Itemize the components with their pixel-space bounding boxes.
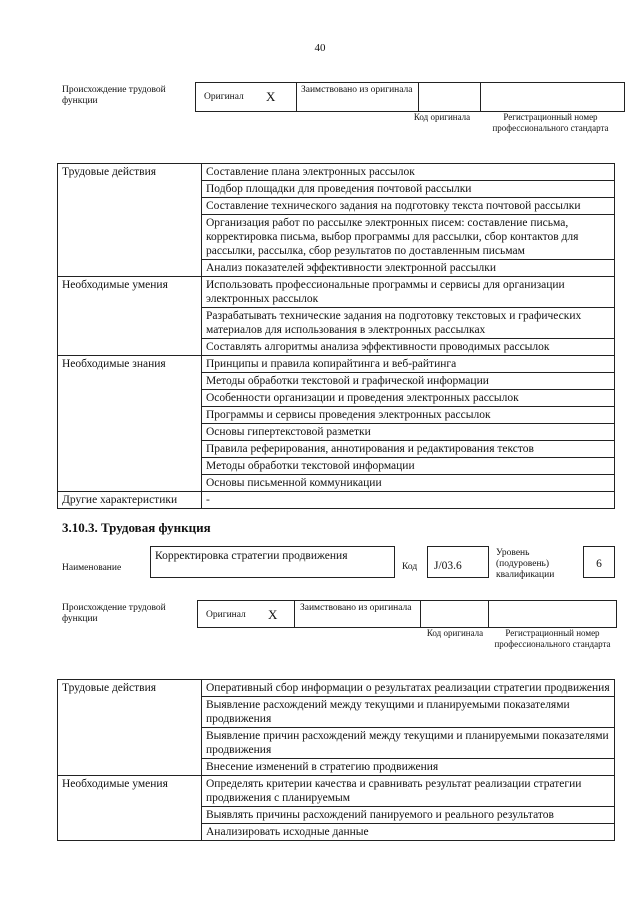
row-item-text: Разрабатывать технические задания на подготовку текстовых и графических материалов для использования в электронных рассылках bbox=[202, 308, 615, 339]
row-item-text: Подбор площадки для проведения почтовой рассылки bbox=[202, 181, 615, 198]
function-name-value: Корректировка стратегии продвижения bbox=[155, 550, 348, 562]
table-row bbox=[58, 277, 615, 308]
table-row bbox=[58, 164, 615, 181]
row-item-text: Выявление причин расхождений между текущими и планируемыми показателями продвижения bbox=[202, 728, 615, 759]
name-label: Наименование bbox=[62, 563, 122, 573]
row-category-label: Другие характеристики bbox=[58, 492, 202, 509]
borrowed-label-2: Заимствовано из оригинала bbox=[300, 603, 412, 613]
code-label: Код bbox=[402, 562, 418, 572]
original-label-2: Оригинал bbox=[206, 610, 246, 620]
row-item-text: Анализ показателей эффективности электронной рассылки bbox=[202, 260, 615, 277]
section-title: 3.10.3. Трудовая функция bbox=[62, 520, 211, 535]
table-row bbox=[58, 356, 615, 373]
origin-box bbox=[195, 82, 625, 112]
original-mark: X bbox=[266, 89, 276, 104]
row-item-text: Методы обработки текстовой и графической информации bbox=[202, 373, 615, 390]
row-item-text: Составлять алгоритмы анализа эффективности проводимых рассылок bbox=[202, 339, 615, 356]
row-category-label: Трудовые действия bbox=[58, 680, 202, 776]
code-caption: Код оригинала bbox=[413, 112, 471, 122]
code-value: J/03.6 bbox=[434, 560, 462, 572]
row-item-text: Правила реферирования, аннотирования и редактирования текстов bbox=[202, 441, 615, 458]
origin-label: Происхождение трудовой функции bbox=[62, 85, 166, 106]
borrowed-label: Заимствовано из оригинала bbox=[301, 85, 413, 95]
origin-box-2 bbox=[197, 600, 617, 628]
row-item-text: Анализировать исходные данные bbox=[202, 824, 615, 841]
row-item-text: Определять критерии качества и сравнивать результат реализации стратегии продвижения с планируемым bbox=[202, 776, 615, 807]
row-category-label: Трудовые действия bbox=[58, 164, 202, 277]
row-item-text: Особенности организации и проведения электронных рассылок bbox=[202, 390, 615, 407]
row-item-text: Выявлять причины расхождений панируемого и реального результатов bbox=[202, 807, 615, 824]
row-item-text: Составление плана электронных рассылок bbox=[202, 164, 615, 181]
row-category-label: Необходимые умения bbox=[58, 776, 202, 841]
code-box bbox=[427, 546, 489, 578]
row-category-label: Необходимые умения bbox=[58, 277, 202, 356]
row-item-text: - bbox=[202, 492, 615, 509]
function-name-box bbox=[150, 546, 395, 578]
original-label: Оригинал bbox=[204, 92, 244, 102]
row-item-text: Внесение изменений в стратегию продвижения bbox=[202, 759, 615, 776]
row-item-text: Использовать профессиональные программы и сервисы для организации электронных рассылок bbox=[202, 277, 615, 308]
labor-function-table-1 bbox=[57, 163, 615, 509]
row-item-text: Методы обработки текстовой информации bbox=[202, 458, 615, 475]
row-item-text: Организация работ по рассылке электронных писем: составление письма, корректировка письма, выбор программы для рассылки, сбор контактов для рассылки, рассылка, сбор результатов по доставленным письмам bbox=[202, 215, 615, 260]
row-item-text: Оперативный сбор информации о результатах реализации стратегии продвижения bbox=[202, 680, 615, 697]
level-label: Уровень (подуровень) квалификации bbox=[496, 548, 555, 580]
reg-caption: Регистрационный номер профессионального стандарта bbox=[492, 112, 609, 133]
level-value: 6 bbox=[596, 558, 602, 570]
row-item-text: Основы гипертекстовой разметки bbox=[202, 424, 615, 441]
level-box bbox=[583, 546, 615, 578]
reg-caption-2: Регистрационный номер профессионального стандарта bbox=[494, 628, 611, 649]
row-item-text: Составление технического задания на подготовку текста почтовой рассылки bbox=[202, 198, 615, 215]
table-row bbox=[58, 492, 615, 509]
page-number: 40 bbox=[314, 42, 326, 54]
row-item-text: Выявление расхождений между текущими и планируемыми показателями продвижения bbox=[202, 697, 615, 728]
original-mark-2: X bbox=[268, 607, 278, 622]
labor-function-table-2 bbox=[57, 679, 615, 841]
code-caption-2: Код оригинала bbox=[426, 628, 484, 638]
row-item-text: Принципы и правила копирайтинга и веб-райтинга bbox=[202, 356, 615, 373]
table-row bbox=[58, 680, 615, 697]
row-category-label: Необходимые знания bbox=[58, 356, 202, 492]
origin-label-2: Происхождение трудовой функции bbox=[62, 603, 166, 624]
row-item-text: Программы и сервисы проведения электронных рассылок bbox=[202, 407, 615, 424]
row-item-text: Основы письменной коммуникации bbox=[202, 475, 615, 492]
table-row bbox=[58, 776, 615, 807]
